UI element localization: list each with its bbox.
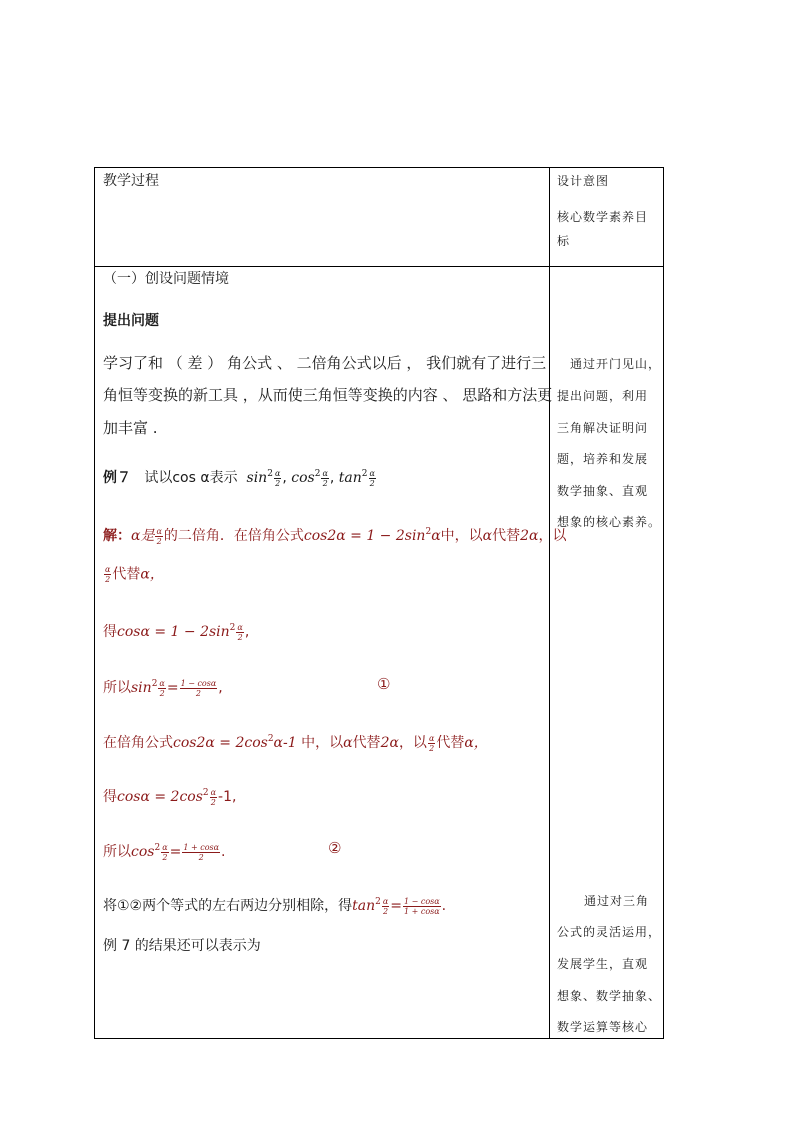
section-subtitle: 提出问题 <box>103 313 159 329</box>
example-text: 试以cos α表示 <box>144 470 238 486</box>
header-core-literacy-cont: 标 <box>557 234 571 248</box>
solution-line-6: 得$\cos\alpha = 2\cos^2$ $\frac{\alpha}{2}$ -1, <box>103 787 237 807</box>
solution-line-5: 在倍角公式$\cos 2\alpha = 2\cos^2\alpha-1$ 中，以α代替2α，以 $\frac{\alpha}{2}$ 代替α， <box>103 733 488 753</box>
note-a-line-1: 通过开门见山， <box>570 357 662 371</box>
example-7-line: 例７ 试以cos α表示 $\sin^2$ $\frac{\alpha}{2}$ , $\cos^2$ $\frac{\alpha}{2}$ , $\tan^2$ $\frac{\alpha}{2}$ <box>103 468 375 488</box>
solution-line-8: 将①②两个等式的左右两边分别相除，得$\tan^2$ $\frac{\alpha}{2}$ = $\frac{1 - \cos\alpha}{1 + \cos\alpha}$ . <box>103 896 447 916</box>
solution-line-9: 例 7 的结果还可以表示为 <box>103 938 261 954</box>
solution-line-4: 所以$\sin^2$ $\frac{\alpha}{2}$ = $\frac{1 - \cos\alpha}{2}$ , <box>103 678 223 698</box>
note-b-line-3: 发展学生，直观 <box>557 957 649 971</box>
note-a-line-3: 三角解决证明问 <box>557 421 649 435</box>
equation-mark-1: ① <box>377 675 391 693</box>
note-a-line-6: 想象的核心素养。 <box>557 515 662 529</box>
note-a-line-2: 提出问题，利用 <box>557 389 649 403</box>
section-title: （一）创设问题情境 <box>103 271 229 287</box>
note-a-line-4: 题，培养和发展 <box>557 452 649 466</box>
example-label: 例７ <box>103 470 131 486</box>
note-b-line-5: 数学运算等核心 <box>557 1020 649 1034</box>
note-b-line-4: 想象、数学抽象、 <box>557 989 662 1003</box>
solution-line-7: 所以$\cos^2$ $\frac{\alpha}{2}$ = $\frac{1 + \cos\alpha}{2}$ . <box>103 842 226 862</box>
equation-mark-2: ② <box>328 839 342 857</box>
solution-line-2: $\frac{\alpha}{2}$ 代替α， <box>105 565 164 584</box>
note-b-line-1: 通过对三角 <box>584 894 650 908</box>
solution-line-1: 解：α是 $\frac{\alpha}{2}$ 的二倍角．在倍角公式$\cos 2\alpha = 1 - 2\sin^2\alpha$中，以α代替2α，以 <box>103 526 567 546</box>
intro-line-2: 角恒等变换的新工具 ，从而使三角恒等变换的内容 、 思路和方法更 <box>103 386 553 404</box>
note-a-line-5: 数学抽象、直观 <box>557 484 649 498</box>
header-core-literacy: 核心数学素养目 <box>557 210 649 224</box>
header-teaching-process: 教学过程 <box>103 173 159 189</box>
intro-line-3: 加丰富 . <box>103 419 158 437</box>
intro-line-1: 学习了和 （ 差 ） 角公式 、 二倍角公式以后 ， 我们就有了进行三 <box>103 354 547 372</box>
column-divider <box>549 168 550 1038</box>
note-b-line-2: 公式的灵活运用， <box>557 925 662 939</box>
solution-line-3: 得$\cos\alpha = 1 - 2\sin^2$ $\frac{\alpha}{2}$ , <box>103 622 250 642</box>
solution-label: 解： <box>103 528 131 544</box>
header-design-intent: 设计意图 <box>557 174 610 188</box>
header-divider <box>95 266 663 267</box>
